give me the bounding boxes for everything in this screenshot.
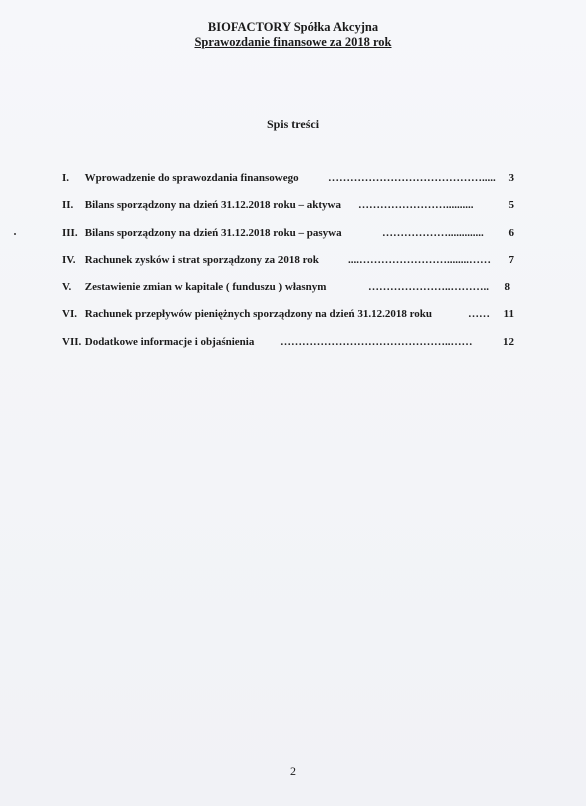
toc-heading: Spis treści [266,117,320,131]
toc-entry-number: I. [62,172,70,184]
toc-entry [62,199,514,226]
toc-entry-leader: ……………………………………..... [328,172,496,184]
toc-entry-text: Wprowadzenie do sprawozdania finansowego [84,172,299,184]
toc-entry-page: 5 [508,199,514,212]
toc-entry [62,227,514,254]
toc-entry-leader: ………………………………………..…… [280,335,473,348]
toc-entry-text: Zestawienie zmian w kapitale ( funduszu ) własnym [84,281,327,294]
toc-entry [62,308,514,335]
toc-entry-leader: ....……………………........…… [348,253,491,266]
toc-entry-page: 6 [508,226,514,239]
toc-entry [62,281,514,308]
page-number: 2 [290,764,296,778]
toc-entry [62,254,514,281]
toc-entry-number: VI. [62,308,77,321]
toc-entry-number: II. [62,199,74,212]
report-title: Sprawozdanie finansowe za 2018 rok [194,35,392,49]
toc-entry-text: Bilans sporządzony na dzień 31.12.2018 roku – pasywa [84,226,342,239]
scan-speck [14,233,16,235]
company-name: BIOFACTORY Spółka Akcyjna [207,20,379,34]
toc-entry-number: V. [62,281,72,294]
toc-entry-text: Rachunek przepływów pieniężnych sporządzony na dzień 31.12.2018 roku [84,308,432,321]
table-of-contents [62,172,514,363]
toc-entry-page: 7 [508,253,514,266]
toc-entry-leader: …………………..……….. [368,281,489,294]
toc-entry-text: Dodatkowe informacje i objaśnienia [84,335,255,348]
toc-entry [62,336,514,363]
toc-entry-text: Bilans sporządzony na dzień 31.12.2018 roku – aktywa [84,199,341,212]
toc-entry-page: 8 [504,281,510,294]
toc-entry-page: 3 [508,172,514,184]
toc-entry-number: IV. [62,253,76,266]
toc-entry-leader: …… [468,308,490,321]
toc-entry-leader: …………………….......... [358,199,474,212]
toc-entry-text: Rachunek zysków i strat sporządzony za 2018 rok [84,253,319,266]
toc-entry [62,172,514,199]
toc-entry-page: 11 [503,308,514,321]
toc-entry-leader: ………………............. [382,226,484,239]
toc-entry-page: 12 [503,335,514,348]
toc-entry-number: III. [62,226,78,239]
document-header [0,20,586,50]
toc-entry-number: VII. [62,335,82,348]
